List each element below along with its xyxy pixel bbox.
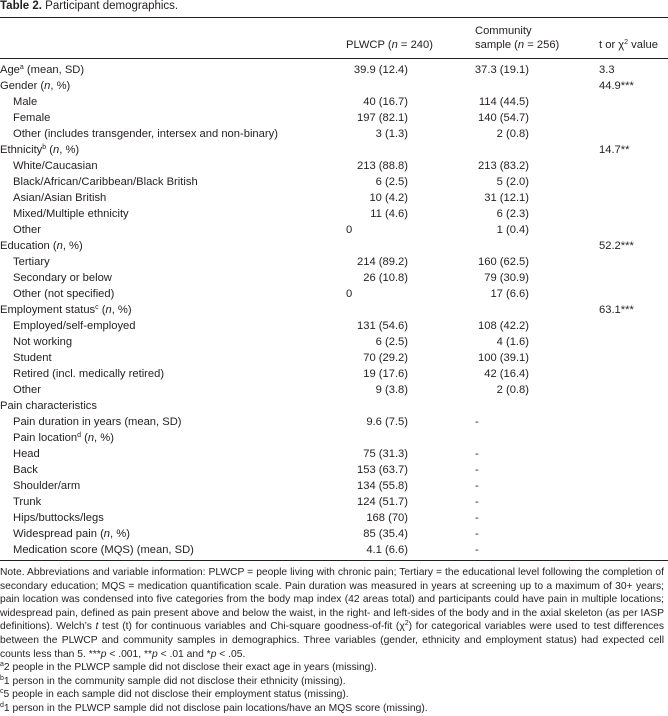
- header-plwcp-text: PLWCP (: [346, 39, 392, 51]
- footnote-mark: a: [0, 661, 4, 669]
- row-label: [13, 478, 80, 494]
- row-label-n: n: [53, 144, 60, 156]
- cell-test: 3.3: [599, 64, 615, 76]
- row-label: [13, 510, 104, 526]
- row-label-text: Education (: [0, 240, 57, 252]
- row-label-text: Other (not specified): [13, 288, 115, 300]
- footnote-text: 1 person in the PLWCP sample did not disclose pain locations/have an MQS score (missing).: [3, 702, 428, 714]
- note-part: test (t) for continuous variables and Chi-square goodness-of-fit (χ: [98, 621, 405, 633]
- row-label-text: Trunk: [13, 496, 42, 508]
- cell-community: 31 (12.1): [484, 192, 529, 204]
- cell-plwcp: 39.9 (12.4): [353, 64, 408, 76]
- row-label-text: Ethnicity: [0, 144, 43, 156]
- row-label-text: Other (includes transgender, intersex and non-binary): [13, 128, 278, 140]
- header-plwcp-count: = 240): [397, 39, 433, 51]
- header-test: [599, 38, 658, 52]
- row-label-text: Head: [13, 448, 40, 460]
- row-label: [13, 350, 52, 366]
- footnote-text: 1 person in the community sample did not disclose their ethnicity (missing).: [3, 675, 346, 687]
- row-label-text: Other: [13, 224, 41, 236]
- row-label-text: Back: [13, 464, 38, 476]
- row-label-sup: c: [95, 304, 99, 311]
- header-test-sup: 2: [624, 39, 629, 46]
- table-row: [0, 526, 668, 542]
- cell-plwcp: 75 (31.3): [363, 448, 408, 460]
- cell-community: -: [475, 528, 479, 540]
- cell-plwcp: 124 (51.7): [357, 496, 408, 508]
- row-label-text: Black/African/Caribbean/Black British: [13, 176, 198, 188]
- cell-community: 6 (2.3): [496, 208, 529, 220]
- row-label: [13, 270, 112, 286]
- cell-plwcp: 168 (70): [366, 512, 408, 524]
- table-row: [0, 94, 668, 110]
- row-label-tail: , %): [111, 304, 132, 316]
- row-label: [0, 78, 70, 94]
- header-rule: [0, 58, 668, 59]
- row-label: [13, 334, 72, 350]
- row-label-n: n: [105, 304, 112, 316]
- row-label-tail: (mean, SD): [23, 64, 85, 76]
- cell-community: 2 (0.8): [496, 128, 529, 140]
- note-main: [0, 566, 664, 661]
- cell-test: 52.2***: [599, 240, 634, 252]
- row-label: [13, 494, 41, 510]
- table-row: [0, 494, 668, 510]
- table-row: [0, 110, 668, 126]
- row-label: [13, 382, 41, 398]
- note-part: < .001, **: [106, 648, 152, 660]
- row-label-tail: , %): [94, 432, 114, 444]
- row-label-sup: a: [19, 64, 24, 71]
- row-label-text: Asian/Asian British: [13, 192, 107, 204]
- row-label-text: White/Caucasian: [13, 160, 98, 172]
- row-label: [13, 254, 50, 270]
- row-label-text: Gender (: [0, 80, 45, 92]
- cell-test: 14.7**: [599, 144, 630, 156]
- row-label-n: n: [87, 432, 95, 444]
- row-label-tail: , %): [59, 144, 80, 156]
- header-community-count: = 256): [524, 39, 560, 51]
- row-label: [13, 318, 136, 334]
- cell-community: 2 (0.8): [496, 384, 529, 396]
- header-community: [475, 24, 559, 52]
- cell-plwcp: 214 (89.2): [357, 256, 408, 268]
- cell-plwcp: 134 (55.8): [357, 480, 408, 492]
- row-label-text: Mixed/Multiple ethnicity: [13, 208, 129, 220]
- table-caption: [0, 0, 178, 12]
- cell-community: 100 (39.1): [478, 352, 529, 364]
- footnote-mark: c: [0, 688, 4, 696]
- row-label-tail: , %): [62, 240, 83, 252]
- cell-community: -: [475, 512, 479, 524]
- note-part: < .05.: [216, 648, 246, 660]
- cell-community: -: [475, 464, 479, 476]
- row-label-text: Secondary or below: [13, 272, 112, 284]
- row-label: [13, 158, 98, 174]
- table-row: [0, 158, 668, 174]
- row-label-text: Widespread pain (: [13, 528, 104, 540]
- row-label-tail: , %): [110, 528, 130, 540]
- cell-plwcp: 131 (54.6): [357, 320, 408, 332]
- row-label: [13, 174, 198, 190]
- cell-community: -: [475, 448, 479, 460]
- row-label-text: Male: [13, 96, 38, 108]
- footnote-text: 5 people in each sample did not disclose their employment status (missing).: [3, 689, 349, 701]
- table-label: Table 2.: [0, 0, 42, 12]
- note-part: ) for categorical variables were used to test differences between the PLWCP and community samples in demographics. Three variables (gender, ethnicity and employment status) had expected cell counts less than 5. ***: [0, 621, 664, 660]
- cell-community: 79 (30.9): [484, 272, 529, 284]
- row-label: [13, 446, 40, 462]
- table-row: [0, 334, 668, 350]
- cell-plwcp: 85 (35.4): [363, 528, 408, 540]
- cell-community: -: [475, 416, 479, 428]
- bottom-rule: [0, 560, 668, 561]
- row-label: [13, 526, 130, 542]
- row-label: [13, 94, 37, 110]
- cell-community: 114 (44.5): [478, 96, 529, 108]
- table-row: [0, 414, 668, 430]
- table-row: [0, 62, 668, 78]
- row-label-text: Medication score (MQS) (mean, SD): [13, 544, 194, 556]
- row-label: [0, 302, 132, 318]
- row-label: [13, 366, 164, 382]
- cell-plwcp: 11 (4.6): [370, 208, 408, 220]
- cell-community: -: [475, 544, 479, 556]
- row-label: [13, 190, 106, 206]
- header-test-value: value: [628, 39, 658, 51]
- note-part: p: [100, 648, 107, 660]
- cell-community: -: [475, 480, 479, 492]
- row-label: [13, 222, 41, 238]
- cell-community: 4 (1.6): [496, 336, 529, 348]
- row-label-sup: d: [77, 432, 81, 439]
- table-row: [0, 462, 668, 478]
- footnote-d: [0, 702, 664, 716]
- table-notes: [0, 566, 664, 716]
- footnote-mark: b: [0, 674, 4, 682]
- row-label: [0, 142, 79, 158]
- row-label-n: n: [56, 240, 63, 252]
- row-label-text: Pain location: [13, 432, 78, 444]
- row-label-text: Not working: [13, 336, 73, 348]
- row-label: [0, 238, 83, 254]
- row-label: [13, 430, 114, 446]
- row-label-n: n: [103, 528, 111, 540]
- table-row: [0, 270, 668, 286]
- cell-plwcp: 213 (88.8): [357, 160, 408, 172]
- row-label-text: Employment status: [0, 304, 96, 316]
- row-label-sup: b: [42, 144, 47, 151]
- table-row: [0, 302, 668, 318]
- row-label-text: Female: [13, 112, 51, 124]
- table-row: [0, 478, 668, 494]
- row-label-text: Tertiary: [13, 256, 50, 268]
- cell-community: 213 (83.2): [478, 160, 529, 172]
- header-plwcp: [346, 38, 433, 52]
- note-part: t: [95, 621, 99, 633]
- row-label-n: n: [44, 80, 51, 92]
- cell-plwcp: 10 (4.2): [369, 192, 408, 204]
- row-label-text: Pain duration in years (mean, SD): [13, 416, 182, 428]
- footnote-c: [0, 688, 664, 702]
- row-label: [13, 110, 50, 126]
- table-row: [0, 350, 668, 366]
- row-label-text: Shoulder/arm: [13, 480, 81, 492]
- cell-test: 44.9***: [599, 80, 634, 92]
- row-label: [13, 126, 278, 142]
- cell-plwcp: 4.1 (6.6): [366, 544, 408, 556]
- table-row: [0, 190, 668, 206]
- row-label-text: Retired (incl. medically retired): [13, 368, 165, 380]
- cell-plwcp: 0: [346, 288, 353, 300]
- row-label: [13, 414, 182, 430]
- note-part: 2: [404, 620, 409, 628]
- row-label: [0, 398, 97, 414]
- cell-community: 17 (6.6): [490, 288, 529, 300]
- note-part: Note. Abbreviations and variable information: PLWCP = people living with chronic pain; Tertiary = the educational level following the completion of secondary education; MQS = medication quantification scale. Pain duration was measured in years at screening up to a maximum of 30+ years; pain location was condensed into five categories from the body map index (42 areas total) and participants could have pain in multiple locations; widespread pain, defined as pain present above and below the waist, in the right- and left-sides of the body and in the axial skeleton (as per IASP definitions). Welch’s: [0, 567, 664, 633]
- table-row: [0, 238, 668, 254]
- row-label-text: Age: [0, 64, 20, 76]
- table-row: [0, 254, 668, 270]
- row-label-text: Student: [13, 352, 52, 364]
- cell-plwcp: 9.6 (7.5): [366, 416, 408, 428]
- cell-plwcp: 0: [346, 224, 353, 236]
- cell-plwcp: 3 (1.3): [375, 128, 408, 140]
- table-row: [0, 446, 668, 462]
- cell-community: 5 (2.0): [496, 176, 529, 188]
- cell-community: 160 (62.5): [478, 256, 529, 268]
- table-row: [0, 318, 668, 334]
- row-label-tail: , %): [50, 80, 71, 92]
- cell-plwcp: 6 (2.5): [375, 176, 408, 188]
- table-row: [0, 286, 668, 302]
- note-part: < .01 and *: [157, 648, 211, 660]
- row-label: [13, 462, 38, 478]
- table-row: [0, 510, 668, 526]
- row-label: [13, 206, 129, 222]
- footnote-b: [0, 675, 664, 689]
- cell-plwcp: 19 (17.6): [363, 368, 408, 380]
- footnote-mark: d: [0, 701, 4, 709]
- table-row: [0, 398, 668, 414]
- cell-community: 37.3 (19.1): [474, 64, 529, 76]
- table-row: [0, 126, 668, 142]
- header-community-line1: Community: [475, 25, 532, 37]
- table-row: [0, 206, 668, 222]
- row-label-tail: (: [80, 432, 88, 444]
- header-test-text: t or χ: [599, 39, 625, 51]
- cell-community: -: [475, 496, 479, 508]
- note-part: p: [210, 648, 217, 660]
- header-community-n: n: [517, 39, 525, 51]
- table-row: [0, 430, 668, 446]
- cell-community: 42 (16.4): [484, 368, 529, 380]
- row-label-tail: (: [98, 304, 106, 316]
- cell-plwcp: 153 (63.7): [357, 464, 408, 476]
- table-row: [0, 142, 668, 158]
- table-row: [0, 222, 668, 238]
- cell-test: 63.1***: [599, 304, 634, 316]
- row-label-text: Pain characteristics: [0, 400, 97, 412]
- table-row: [0, 382, 668, 398]
- table-row: [0, 366, 668, 382]
- row-label-text: Hips/buttocks/legs: [13, 512, 104, 524]
- cell-plwcp: 6 (2.5): [375, 336, 408, 348]
- row-label-tail: (: [46, 144, 54, 156]
- top-rule: [0, 17, 668, 18]
- cell-plwcp: 26 (10.8): [363, 272, 408, 284]
- cell-plwcp: 70 (29.2): [363, 352, 408, 364]
- row-label: [13, 542, 194, 558]
- cell-community: 1 (0.4): [496, 224, 529, 236]
- header-community-text: sample (: [475, 39, 518, 51]
- cell-plwcp: 9 (3.8): [375, 384, 408, 396]
- cell-plwcp: 40 (16.7): [363, 96, 408, 108]
- cell-community: 140 (54.7): [478, 112, 529, 124]
- table-row: [0, 542, 668, 558]
- table-title: Participant demographics.: [45, 0, 179, 12]
- row-label-text: Employed/self-employed: [13, 320, 136, 332]
- cell-plwcp: 197 (82.1): [357, 112, 408, 124]
- note-part: p: [152, 648, 158, 660]
- row-label-text: Other: [13, 384, 41, 396]
- footnote-a: [0, 661, 664, 675]
- table-row: [0, 78, 668, 94]
- header-plwcp-n: n: [391, 39, 398, 51]
- header-community-line2: [475, 38, 559, 52]
- cell-community: 108 (42.2): [478, 320, 529, 332]
- row-label: [0, 62, 84, 78]
- table-row: [0, 174, 668, 190]
- row-label: [13, 286, 114, 302]
- footnote-text: 2 people in the PLWCP sample did not disclose their exact age in years (missing).: [3, 662, 377, 674]
